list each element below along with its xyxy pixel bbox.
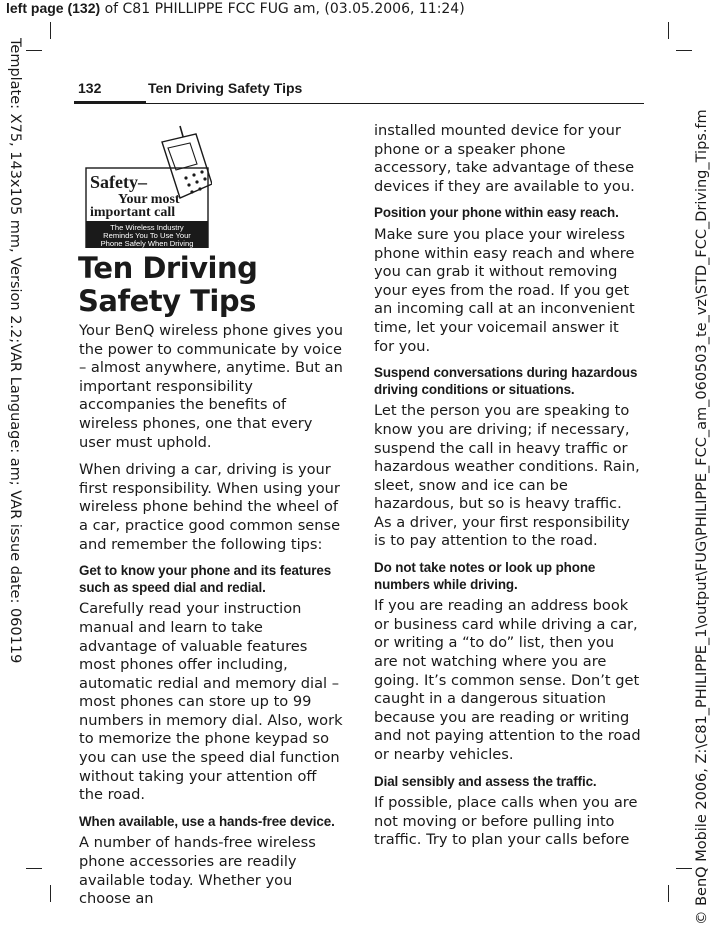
crop-mark [668, 885, 669, 902]
print-header [6, 0, 465, 17]
paragraph-intro: Your BenQ wireless phone gives you the power to communicate by voice – almost anywhere, anytime. But an important responsibility accompanies the benefits of wireless phones, one that every user must uphold. [79, 322, 343, 451]
crop-mark [26, 868, 42, 869]
paragraph-driving-responsibility: When driving a car, driving is your first responsibility. When using your wireless phone behind the wheel of a car, practice good common sense and remember the following tips: [79, 461, 341, 553]
logo-line-important-call: important call [90, 205, 176, 220]
header-rule-thick [74, 101, 146, 104]
template-margin-text: Template: X75, 143x105 mm, Version 2.2;VAR Language: am; VAR issue date: 060119 [7, 38, 23, 664]
phone-icon [162, 126, 212, 198]
running-head: Ten Driving Safety Tips [148, 80, 303, 96]
tip-heading-hands-free: When available, use a hands-free device. [79, 813, 335, 829]
page-title: Ten Driving Safety Tips [78, 251, 258, 318]
tip-heading-dial-sensibly: Dial sensibly and assess the traffic. [374, 773, 597, 789]
print-header-info: of C81 PHILLIPPE FCC FUG am, (03.05.2006, 11:24) [100, 1, 465, 17]
crop-mark [50, 885, 51, 902]
paragraph-know-phone: Carefully read your instruction manual and learn to take advantage of valuable features most phones offer including, automatic redial and memory dial – most phones can store up to 99 numbers in memory dial. Also, work to memorize the phone keypad so you can use the speed dial function without taking your attention off the road. [79, 600, 343, 804]
paragraph-no-notes: If you are reading an address book or business card while driving a car, or writing a “to do” list, then you are not watching where you are going. It’s common sense. Don’t get caught in a dangerous situation because you are reading or writing and not paying attention to the road or nearby vehicles. [374, 597, 641, 763]
template-margin-note [3, 38, 25, 664]
crop-mark [50, 22, 51, 39]
copyright-margin-note [694, 93, 716, 928]
header-rule [146, 103, 644, 104]
crop-mark [26, 50, 42, 51]
paragraph-hands-free: A number of hands-free wireless phone accessories are readily available today. Whether you choose an [79, 834, 316, 908]
paragraph-dial-sensibly: If possible, place calls when you are not moving or before pulling into traffic. Try to plan your calls before [374, 794, 638, 849]
tip-heading-easy-reach: Position your phone within easy reach. [374, 205, 619, 221]
logo-line-safety: Safety– [90, 172, 147, 192]
text-column-right [374, 122, 642, 859]
logo-band-line1: The Wireless Industry [110, 223, 184, 232]
page-number: 132 [78, 80, 102, 96]
tip-heading-suspend: Suspend conversations during hazardous driving conditions or situations. [374, 365, 638, 397]
copyright-margin-text: © BenQ Mobile 2006, Z:\C81_PHILIPPE_1\output\FUG\PHILIPPE_FCC_am_060503_te_vz\STD_FCC_Driving_Tips.fm [694, 109, 710, 925]
crop-mark [676, 50, 692, 51]
tip-heading-know-phone: Get to know your phone and its features such as speed dial and redial. [79, 563, 332, 595]
paragraph-suspend: Let the person you are speaking to know you are driving; if necessary, suspend the call in heavy traffic or hazardous weather conditions. Rain, sleet, snow and ice can be hazardous, but so is heavy traffic. As a driver, your first responsibility is to pay attention to the road. [374, 402, 640, 550]
logo-line-your-most: Your most [118, 192, 180, 207]
text-column-left [79, 322, 345, 918]
logo-band-line2: Reminds You To Use Your [103, 231, 191, 240]
paragraph-hands-free-cont: installed mounted device for your phone or a speaker phone accessory, take advantage of these devices if they are available to you. [374, 122, 635, 195]
safety-logo [84, 124, 212, 248]
crop-mark [676, 868, 692, 869]
paragraph-easy-reach: Make sure you place your wireless phone within easy reach and where you can grab it without removing your eyes from the road. If you get an incoming call at an inconvenient time, let your voicemail answer it for you. [374, 225, 635, 355]
crop-mark [668, 22, 669, 39]
print-header-page: left page (132) [6, 0, 101, 16]
logo-band-line3: Phone Safely When Driving [100, 239, 194, 248]
tip-heading-no-notes: Do not take notes or look up phone numbers while driving. [374, 560, 596, 592]
